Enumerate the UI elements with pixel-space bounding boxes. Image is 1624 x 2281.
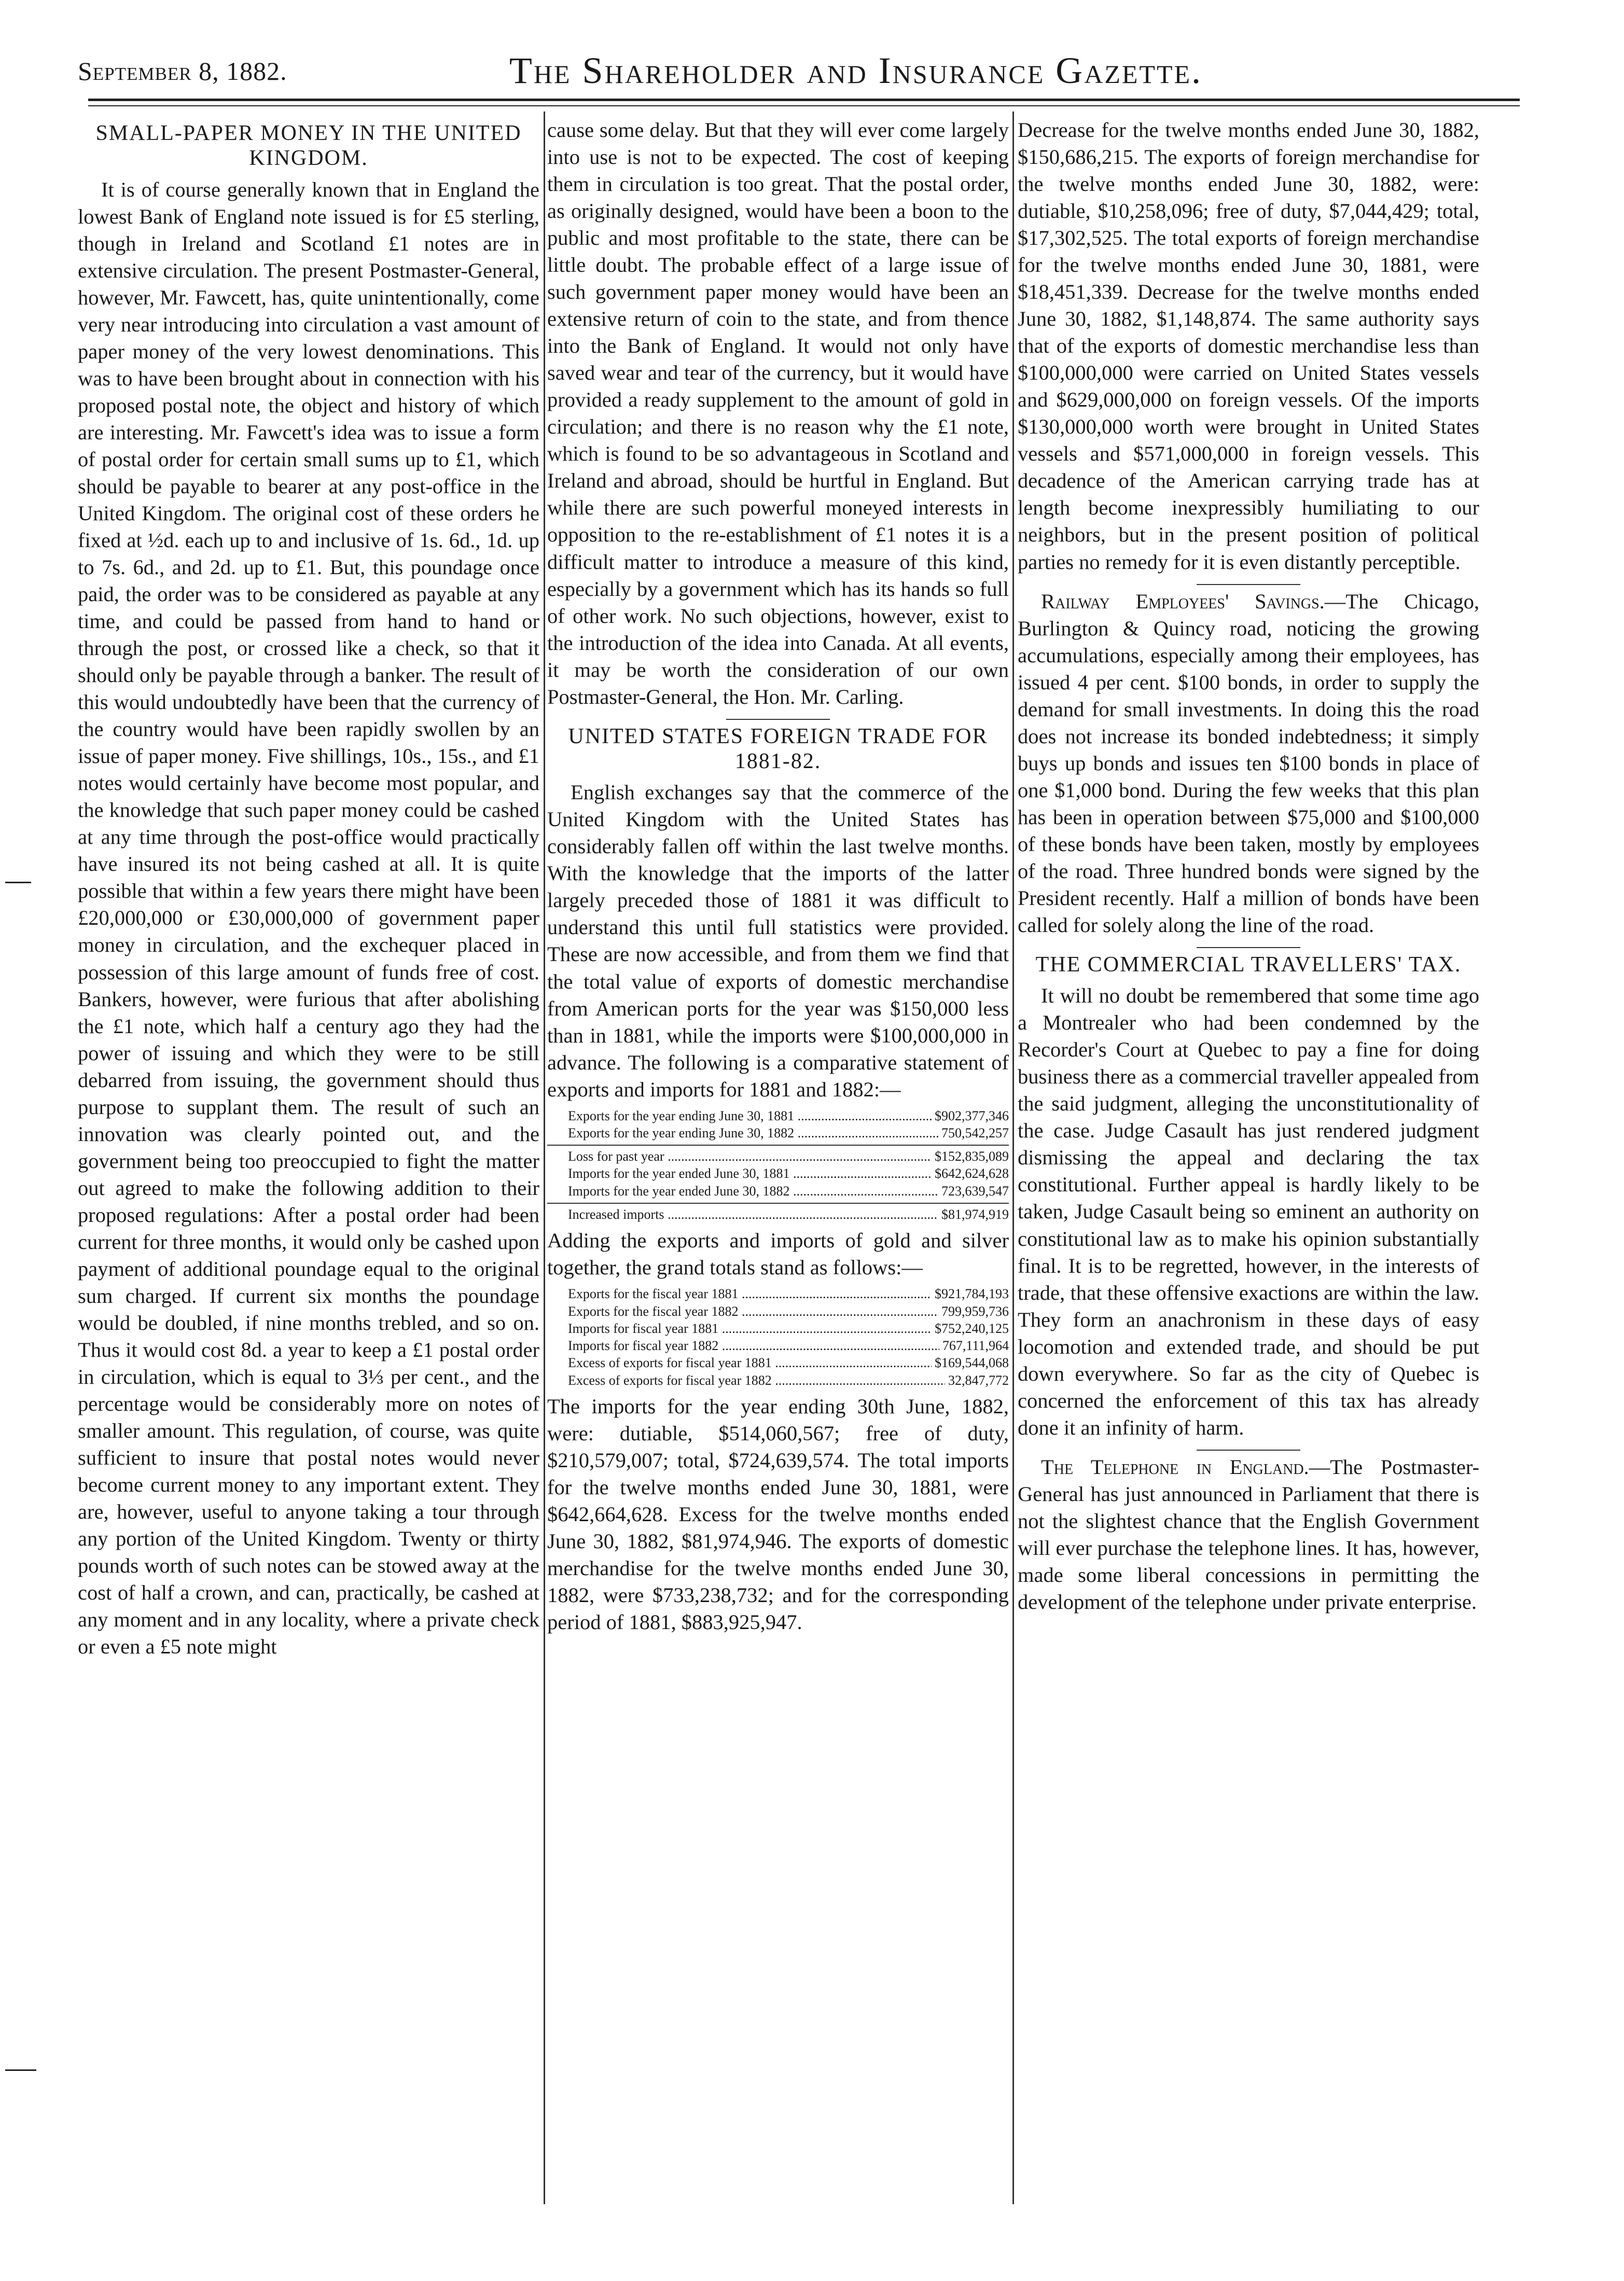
margin-mark <box>5 882 31 883</box>
section-rule <box>726 719 830 720</box>
column-divider-2 <box>1012 112 1014 2204</box>
trade-statement-table <box>547 1107 1009 1223</box>
table-row: Exports for the year ending June 30, 1882 ..... 750,542,257 <box>547 1124 1009 1142</box>
article-paragraph: English exchanges say that the commerce of the United Kingdom with the United States has considerably fallen off within the last twelve months. With the knowledge that the imports of the latter largely preceded those of 1881 it was difficult to understand this until full statistics were provided. These are now accessible, and from them we find that the total value of exports of domestic merchandise from American ports for the year was $150,000 less than in 1881, while the imports were $100,000,000 in advance. The following is a comparative statement of exports and imports for 1881 and 1882:— <box>547 781 1009 1101</box>
article-heading-foreign-trade: UNITED STATES FOREIGN TRADE FOR 1881-82. <box>568 724 988 773</box>
news-item-body: —The Postmaster-General has just announced in Parliament that there is not the slightest chance that the English Government will ever purchase the telephone lines. It has, however, made some liberal concessions in permitting the development of the telephone under private enterprise. <box>1018 1455 1479 1614</box>
table-row: Increased imports ..... $81,974,919 <box>547 1203 1009 1223</box>
news-item-railway-savings <box>1018 588 1479 939</box>
publication-title: The Shareholder and Insurance Gazette. <box>509 50 1203 91</box>
table-row: Imports for fiscal year 1882 ..... 767,111,964 <box>547 1337 1009 1354</box>
article-paragraph: It is of course generally known that in England the lowest Bank of England note issued is for £5 sterling, though in Ireland and Scotland £1 notes are in extensive circulation. The present Postmaster-General, however, Mr. Fawcett, has, quite unintentionally, come very near introducing into circulation a vast amount of paper money of the very lowest denominations. This was to have been brought about in connection with his proposed postal note, the object and history of which are interesting. Mr. Fawcett's idea was to issue a form of postal order for certain small sums up to £1, which should be payable to bearer at any post-office in the United Kingdom. The original cost of these orders he fixed at ½d. each up to and inclusive of 1s. 6d., 1d. up to 7s. 6d., and 2d. up to £1. But, this poundage once paid, the order was to be considered as payable at any time, and could be passed from hand to hand or through the post, or crossed like a check, so that it should only be payable through a banker. The result of this would undoubtedly have been that the currency of the country would have been rapidly swollen by an issue of paper money. Five shillings, 10s., 15s., and £1 notes would certainly have become most popular, and the knowledge that such paper money could be cashed at any time through the post-office would practically have insured its not being cashed at all. It is quite possible that within a few years there might have been £20,000,000 or £30,000,000 of government paper money in circulation, and the exchequer placed in possession of this large amount of funds free of cost. Bankers, however, were furious that after abolishing the £1 note, which half a century ago they had the power of issuing and which they were to be still debarred from issuing, the government should thus purpose to supplant them. The result of such an innovation was clearly pointed out, and the government being too preoccupied to fight the matter out agreed to make the following addition to their proposed regulations: After a postal order had been current for three months, it would only be cashed upon payment of additional poundage equal to the original sum charged. If current six months the poundage would be doubled, if nine months trebled, and so on. Thus it would cost 8d. a year to keep a £1 postal order in circulation, which is equal to 3⅓ per cent., and the percentage would be considerably more on notes of smaller amount. This regulation, of course, was quite sufficient to insure that postal notes would never become current money to any important extent. They are, however, useful to anyone taking a tour through any portion of the United Kingdom. Twenty or thirty pounds worth of such notes can be stowed away at the cost of half a crown, and can, practically, be cashed at any moment and in any locality, where a private check or even a £5 note might <box>78 177 539 1659</box>
section-rule <box>1197 584 1300 585</box>
column-1 <box>78 117 539 2202</box>
article-paragraph: The imports for the year ending 30th June, 1882, were: dutiable, $514,060,567; free of duty, $210,579,007; total, $724,639,574. The total imports for the twelve months ended June 30, 1881, were $642,664,628. Excess for the twelve months ended June 30, 1882, $81,974,946. The exports of domestic merchandise for the twelve months ended June 30, 1882, were $733,238,732; and for the corresponding period of 1881, $883,925,947. <box>547 1394 1009 1634</box>
table-row: Imports for the year ended June 30, 1881 ..... $642,624,628 <box>547 1165 1009 1182</box>
table-row: Excess of exports for fiscal year 1881 ..... $169,544,068 <box>547 1354 1009 1371</box>
table-row: Excess of exports for fiscal year 1882 ..... 32,847,772 <box>547 1372 1009 1389</box>
article-heading-commercial-travellers-tax: THE COMMERCIAL TRAVELLERS' TAX. <box>1035 952 1462 977</box>
table-row: Exports for the fiscal year 1881 ..... $921,784,193 <box>547 1285 1009 1302</box>
article-heading-small-paper-money: SMALL-PAPER MONEY IN THE UNITED KINGDOM. <box>95 121 522 171</box>
masthead-rule-thin <box>88 105 1520 106</box>
news-item-lead: The Telephone in England. <box>1041 1455 1309 1479</box>
news-item-body: —The Chicago, Burlington & Quincy road, noticing the growing accumulations, especially among their employees, has issued 4 per cent. $100 bonds, in order to supply the demand for small investments. In doing this the road does not increase its bonded indebtedness; it simply buys up bonds and issues ten $100 bonds in place of one $1,000 bond. During the few weeks that this plan has been in operation between $75,000 and $100,000 of these bonds have been taken, mostly by employees of the road. Three hundred bonds were signed by the President recently. Half a million of bonds have been called for solely along the line of the road. <box>1018 589 1479 937</box>
article-continuation: cause some delay. But that they will ever come largely into use is not to be expected. The cost of keeping them in circulation is too great. That the postal order, as originally designed, would have been a boon to the public and most profitable to the state, there can be little doubt. The probable effect of a large issue of such government paper money would have been an extensive return of coin to the state, and from thence into the Bank of England. It would not only have saved wear and tear of the currency, but it would have provided a ready supplement to the amount of gold in circulation; and there is no reason why the £1 note, which is found to be so advantageous in Scotland and Ireland and abroad, should be hurtful in England. But while there are such powerful moneyed interests in opposition to the re-establishment of £1 notes it is a difficult matter to introduce a measure of this kind, especially by a government which has its hands so full of other work. No such objections, however, exist to the introduction of the idea into Canada. At all events, it may be worth the consideration of our own Postmaster-General, the Hon. Mr. Carling. <box>547 118 1009 708</box>
masthead-rule <box>88 99 1520 101</box>
table-row: Exports for the fiscal year 1882 ..... 799,959,736 <box>547 1303 1009 1320</box>
news-item-telephone <box>1018 1454 1479 1616</box>
column-2 <box>547 117 1009 2202</box>
issue-date: September 8, 1882. <box>78 57 287 86</box>
article-paragraph: It will no doubt be remembered that some time ago a Montrealer who had been condemned by the Recorder's Court at Quebec to pay a fine for doing business there as a commercial traveller appealed from the said judgment, alleging the unconstitutionality of the case. Judge Casault has just rendered judgment dismissing the appeal and declaring the tax constitutional. Further appeal is hardly likely to be taken, Judge Casault being so eminent an authority on constitutional law as to make his opinion substantially final. It is to be regretted, however, in the interests of trade, that these offensive exactions are within the law. They form an anachronism in these days of easy locomotion and extended trade, and should be put down everywhere. So far as the city of Quebec is concerned the enforcement of this tax has already done it an infinity of harm. <box>1018 984 1479 1439</box>
column-3 <box>1018 117 1479 2202</box>
table-row: Imports for the year ended June 30, 1882 ..... 723,639,547 <box>547 1183 1009 1200</box>
table-row: Imports for fiscal year 1881 ..... $752,240,125 <box>547 1320 1009 1337</box>
article-continuation: Decrease for the twelve months ended June 30, 1882, $150,686,215. The exports of foreign merchandise for the twelve months ended June 30, 1882, were: dutiable, $10,258,096; free of duty, $7,044,429; total, $17,302,525. The total exports of foreign merchandise for the twelve months ended June 30, 1881, were $18,451,339. Decrease for the twelve months ended June 30, 1882, $1,148,874. The same authority says that of the exports of domestic merchandise less than $100,000,000 were carried on United States vessels and $629,000,000 on foreign vessels. Of the imports $130,000,000 worth were brought in United States vessels and $571,000,000 in foreign vessels. This decadence of the American carrying trade has at length become inexpressibly humiliating to our neighbors, but in the present position of political parties no remedy for it is even distantly perceptible. <box>1018 118 1479 574</box>
section-rule <box>1197 1450 1300 1451</box>
news-item-lead: Railway Employees' Savings. <box>1041 589 1325 613</box>
gold-silver-totals-table <box>547 1285 1009 1389</box>
margin-mark <box>5 2069 36 2071</box>
table-row: Exports for the year ending June 30, 1881 ..... $902,377,346 <box>547 1107 1009 1124</box>
table-row: Loss for past year ..... $152,835,089 <box>547 1145 1009 1165</box>
column-divider-1 <box>544 112 545 2204</box>
article-paragraph: Adding the exports and imports of gold and silver together, the grand totals stand as follows:— <box>547 1229 1009 1279</box>
section-rule <box>1197 947 1300 948</box>
